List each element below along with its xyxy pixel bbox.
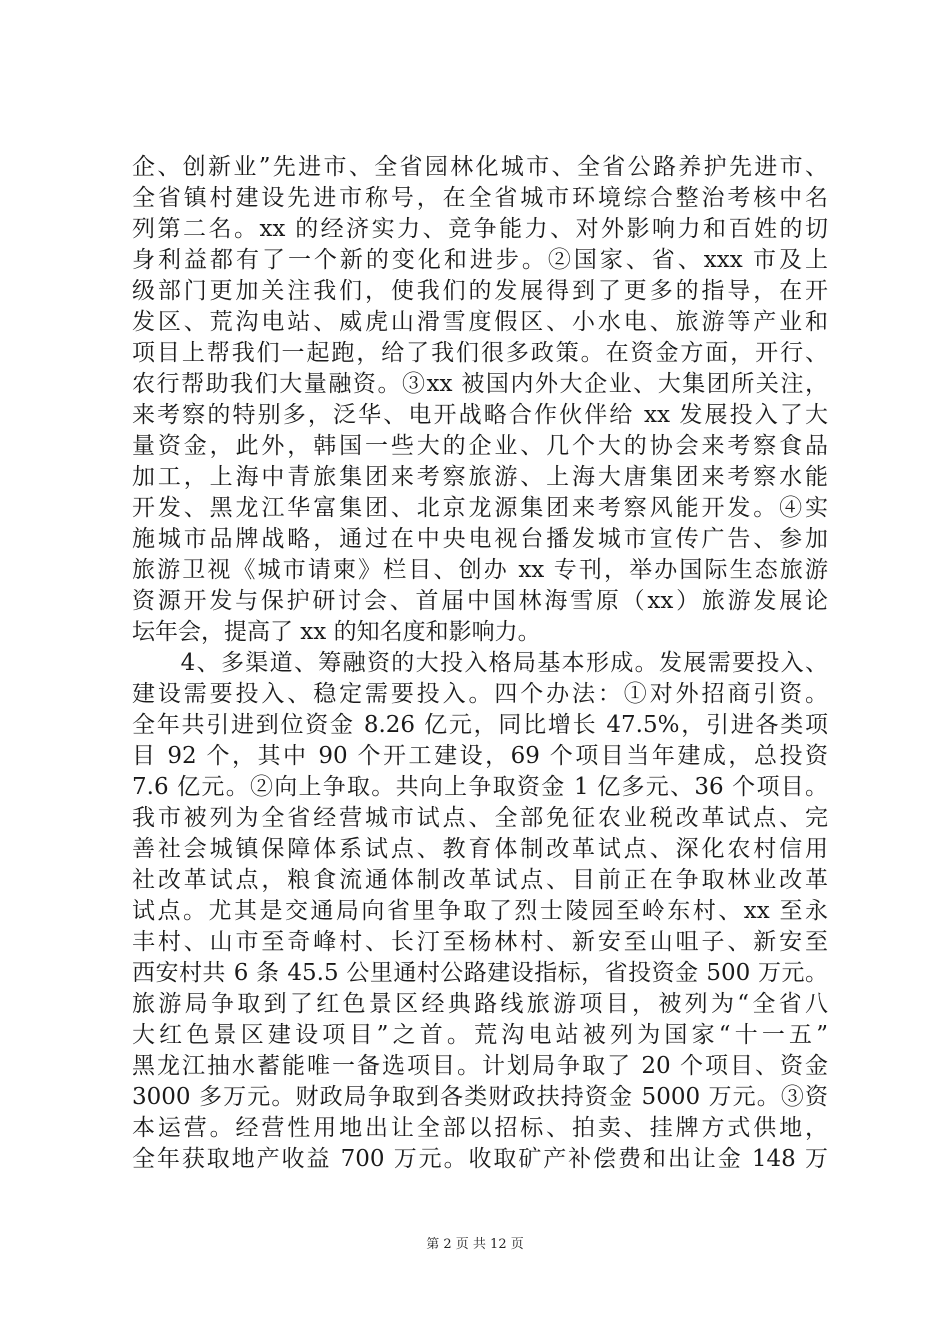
text-line: 大红色景区建设项目”之首。荒沟电站被列为国家“十一五” — [132, 1022, 828, 1048]
text-line: 目 92 个，其中 90 个开工建设，69 个项目当年建成，总投资 — [132, 743, 828, 769]
text-line: 西安村共 6 条 45.5 公里通村公路建设指标，省投资金 500 万元。 — [132, 960, 828, 986]
text-line: 坛年会，提高了 xx 的知名度和影响力。 — [132, 619, 541, 645]
text-line: 丰村、山市至奇峰村、长汀至杨林村、新安至山咀子、新安至 — [132, 929, 828, 955]
text-line: 列第二名。xx 的经济实力、竞争能力、对外影响力和百姓的切 — [132, 216, 828, 242]
text-line: 旅游局争取到了红色景区经典路线旅游项目，被列为“全省八 — [132, 991, 828, 1017]
text-line: 黑龙江抽水蓄能唯一备选项目。计划局争取了 20 个项目、资金 — [132, 1053, 828, 1079]
text-line: 3000 多万元。财政局争取到各类财政扶持资金 5000 万元。③资 — [132, 1084, 828, 1110]
text-line: 来考察的特别多，泛华、电开战略合作伙伴给 xx 发展投入了大 — [132, 402, 828, 428]
text-line: 项目上帮我们一起跑，给了我们很多政策。在资金方面，开行、 — [132, 340, 828, 366]
text-line: 试点。尤其是交通局向省里争取了烈士陵园至岭东村、xx 至永 — [132, 898, 828, 924]
text-line: 身利益都有了一个新的变化和进步。②国家、省、xxx 市及上 — [132, 247, 828, 273]
text-line: 加工，上海中青旅集团来考察旅游、上海大唐集团来考察水能 — [132, 464, 828, 490]
page-number-label: 第 2 页 共 12 页 — [426, 1237, 524, 1252]
text-line: 旅游卫视《城市请柬》栏目、创办 xx 专刊，举办国际生态旅游 — [132, 557, 828, 583]
text-line: 全年获取地产收益 700 万元。收取矿产补偿费和出让金 148 万 — [132, 1146, 828, 1172]
text-line: 资源开发与保护研讨会、首届中国林海雪原（xx）旅游发展论 — [132, 588, 828, 614]
text-line: 我市被列为全省经营城市试点、全部免征农业税改革试点、完 — [132, 805, 828, 831]
text-line: 全年共引进到位资金 8.26 亿元，同比增长 47.5%，引进各类项 — [132, 712, 828, 738]
text-line: 善社会城镇保障体系试点、教育体制改革试点、深化农村信用 — [132, 836, 828, 862]
page-footer — [0, 1236, 950, 1254]
text-line: 农行帮助我们大量融资。③xx 被国内外大企业、大集团所关注， — [132, 371, 828, 397]
text-line: 发区、荒沟电站、威虎山滑雪度假区、小水电、旅游等产业和 — [132, 309, 828, 335]
text-line: 企、创新业”先进市、全省园林化城市、全省公路养护先进市、 — [132, 154, 828, 180]
text-line: 量资金，此外，韩国一些大的企业、几个大的协会来考察食品 — [132, 433, 828, 459]
text-line: 全省镇村建设先进市称号，在全省城市环境综合整治考核中名 — [132, 185, 828, 211]
text-line: 4、多渠道、筹融资的大投入格局基本形成。发展需要投入、 — [132, 650, 828, 676]
text-line: 社改革试点，粮食流通体制改革试点、目前正在争取林业改革 — [132, 867, 828, 893]
text-line: 本运营。经营性用地出让全部以招标、拍卖、挂牌方式供地， — [132, 1115, 828, 1141]
text-line: 施城市品牌战略，通过在中央电视台播发城市宣传广告、参加 — [132, 526, 828, 552]
text-line: 开发、黑龙江华富集团、北京龙源集团来考察风能开发。④实 — [132, 495, 828, 521]
text-line: 建设需要投入、稳定需要投入。四个办法：①对外招商引资。 — [132, 681, 828, 707]
document-body — [132, 152, 828, 1175]
text-line: 级部门更加关注我们，使我们的发展得到了更多的指导，在开 — [132, 278, 828, 304]
text-line: 7.6 亿元。②向上争取。共向上争取资金 1 亿多元、36 个项目。 — [132, 774, 828, 800]
